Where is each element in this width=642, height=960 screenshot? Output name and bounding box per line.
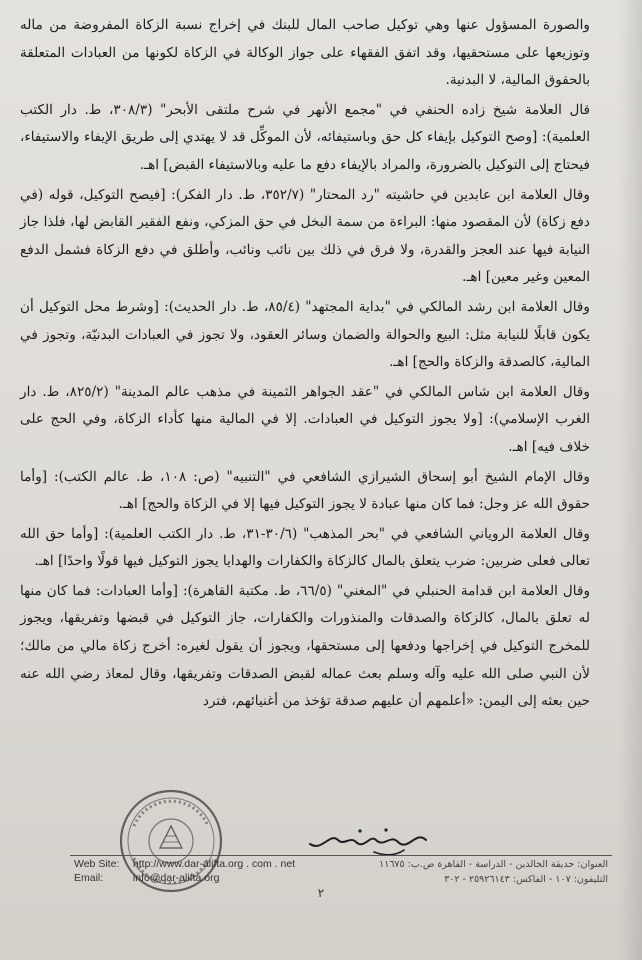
paragraph-ruyani: وقال العلامة الروياني الشافعي في "بحر المذهب" (٣٠/٦-٣١، ط. دار الكتب العلمية): [وأما حق الله تعالى فعلى ضربين: ضرب يتعلق بالمال كالزكاة والكفارات والهدايا يجوز التوكيل فيها قولًا واحدًا] اهـ. — [20, 525, 590, 570]
footer-website-row — [74, 857, 295, 871]
website-label: Web Site: — [74, 858, 120, 870]
paragraph-ibn-qudama: وقال العلامة ابن قدامة الحنبلي في "المغني" (٦٦/٥، ط. مكتبة القاهرة): [وأما العبادات: فما كان منها له تعلق بالمال، كالزكاة والصدقات والمنذورات والكفارات، جاز التوكيل في قبضها وتفريقها، ويجوز للمخرج التوكيل في إخراجها ودفعها إلى مستحقها، ويجوز أن يقول لغيره: أخرج زكاة مالي من مالك؛ لأن النبي صلى الله عليه وآله وسلم بعث عماله لقبض الصدقات وتفريقها، وقال لمعاذ رضي الله عنه حين بعثه إلى اليمن: «أعلمهم أن عليهم صدقة تؤخذ من أغنيائهم، فترد — [20, 582, 591, 710]
website-link[interactable]: http://www.dar-alifta.org . com . net — [132, 858, 296, 870]
page-edge-shadow — [618, 0, 642, 960]
paragraph-shirazi: وقال الإمام الشيخ أبو إسحاق الشيرازي الشافعي في "التنبيه" (ص: ١٠٨، ط. عالم الكتب): [وأما حقوق الله عز وجل: فما كان منها عبادة لا يجوز التوكيل فيها إلا في الزكاة والحج] اهـ. — [20, 468, 590, 513]
paragraph-ibn-abidin: وقال العلامة ابن عابدين في حاشيته "رد المحتار" (٣٥٢/٧، ط. دار الفكر): [فيصح التوكيل، قوله (في دفع زكاة) لأن المقصود منها: البراءة من سمة البخل في حق المزكي، ونفع الفقير القابض لها، فلذا جاز النيابة فيها عند العجز والقدرة، ولا فرق في ذلك بين نائب ونائب، وأطلق في دفع الزكاة فشمل الدفع المعين وغير معين] اهـ. — [20, 186, 590, 286]
address-line: العنوان: حديقة الخالدين - الدراسة - القاهرة ص.ب: ١١٦٧٥ — [379, 859, 608, 870]
footer-divider — [70, 855, 612, 856]
handwritten-signature-icon — [300, 822, 432, 862]
paragraph-ibn-shas: وقال العلامة ابن شاس المالكي في "عقد الجواهر الثمينة في مذهب عالم المدينة" (٨٢٥/٢، ط. دار الغرب الإسلامي): [ولا يجوز التوكيل في العبادات. إلا في المالية منها كأداء الزكاة، وفي الحج على خلاف فيه] اهـ. — [20, 383, 590, 455]
phone-line: التليفون: ١٠٧ - الفاكس: ٢٥٩٢٦١٤٣ - ٣٠٢ — [444, 874, 608, 885]
email-label: Email: — [74, 872, 104, 884]
paragraph-sheikhzadeh: قال العلامة شيخ زاده الحنفي في "مجمع الأنهر في شرح ملتقى الأبحر" (٣٠٨/٣، ط. دار الكتب العلمية): [وصح التوكيل بإيفاء كل حق وباستيفائه، لأن الموكِّل قد لا يهتدي إلى طريق الإيفاء والاستيفاء، فيحتاج إلى التوكيل بالضرورة، والمراد بالإيفاء دفع ما عليه وبالاستيفاء القبض] اهـ. — [20, 101, 591, 173]
footer-address — [379, 857, 608, 887]
footer-email-row — [74, 871, 295, 885]
fatwa-body — [20, 12, 620, 718]
email-link[interactable]: info@dar-alifta.org — [132, 872, 220, 884]
paragraph-intro: والصورة المسؤول عنها وهي توكيل صاحب المال للبنك في إخراج نسبة الزكاة المفروضة من ماله وتوزيعها على مستحقيها، وقد اتفق الفقهاء على جواز الوكالة في الزكاة لكونها من العبادات المتعلقة بالحقوق المالية، لا البدنية. — [20, 17, 590, 89]
paragraph-ibn-rushd: وقال العلامة ابن رشد المالكي في "بداية المجتهد" (٨٥/٤، ط. دار الحديث): [وشرط محل التوكيل أن يكون قابلًا للنيابة مثل: البيع والحوالة والضمان وسائر العقود، ولا تجوز في العبادات البدنيّة، وتجوز في المالية، كالصدقة والزكاة والحج] اهـ. — [20, 298, 590, 371]
page-number: ٢ — [317, 886, 325, 900]
footer-contact — [74, 857, 295, 885]
